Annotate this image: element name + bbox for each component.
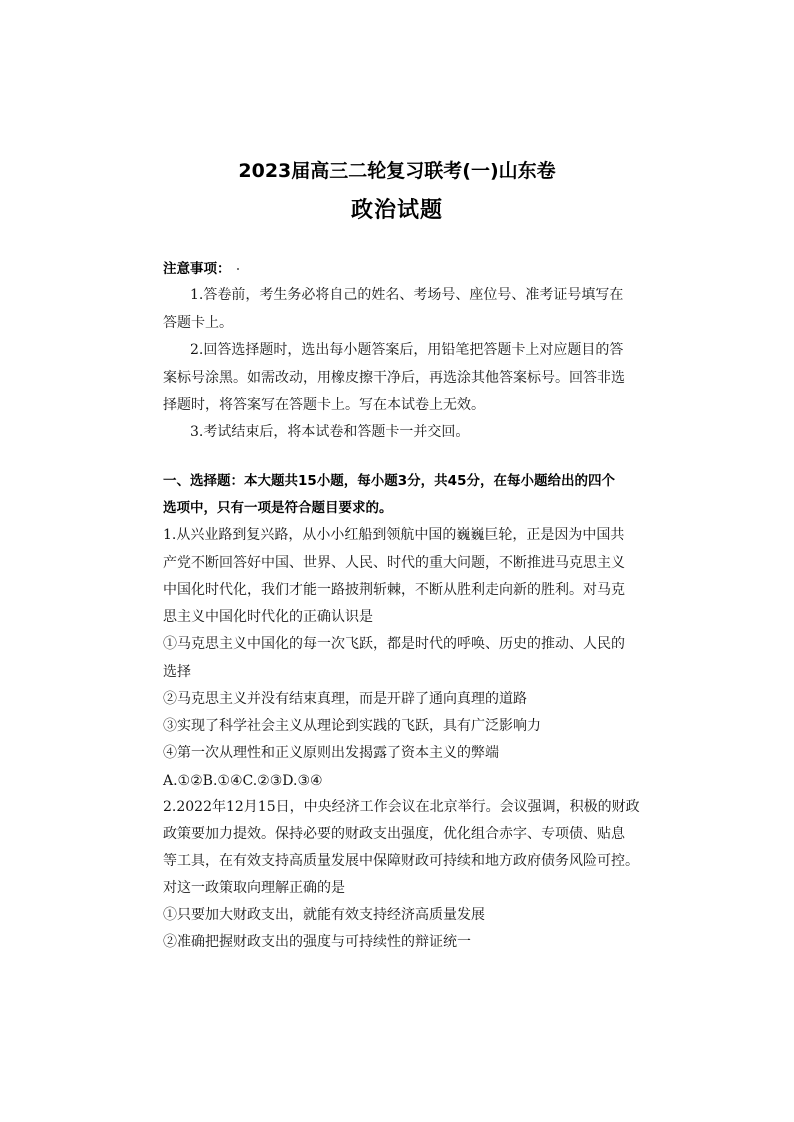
notice-line: 1.答卷前，考生务必将自己的姓名、考场号、座位号、准考证号填写在 xyxy=(190,287,624,303)
question-1-option: ①马克思主义中国化的每一次飞跃，都是时代的呼唤、历史的推动、人民的 xyxy=(163,636,625,652)
notice-line: 2.回答选择题时，选出每小题答案后，用铅笔把答题卡上对应题目的答 xyxy=(190,342,624,358)
question-2-option: ②准确把握财政支出的强度与可持续性的辩证统一 xyxy=(163,934,471,950)
notice-line: 择题时，将答案写在答题卡上。写在本试卷上无效。 xyxy=(163,397,485,413)
exam-title: 2023届高三二轮复习联考(一)山东卷 xyxy=(238,160,556,182)
question-2-stem: 政策要加力提效。保持必要的财政支出强度，优化组合赤字、专项债、贴息 xyxy=(163,826,625,842)
notice-line: 案标号涂黑。如需改动，用橡皮擦干净后，再选涂其他答案标号。回答非选 xyxy=(163,370,625,386)
question-1-stem: 思主义中国化时代化的正确认识是 xyxy=(163,609,373,625)
section-heading-line: 一、选择题：本大题共15小题，每小题3分，共45分，在每小题给出的四个 xyxy=(163,473,615,489)
section-heading-line: 选项中，只有一项是符合题目要求的。 xyxy=(163,500,393,516)
question-1-stem: 中国化时代化，我们才能一路披荆斩棘，不断从胜利走向新的胜利。对马克 xyxy=(163,582,625,598)
question-1-stem: 1.从兴业路到复兴路，从小小红船到领航中国的巍巍巨轮，正是因为中国共 xyxy=(163,527,625,543)
exam-subject-title: 政治试题 xyxy=(350,198,443,223)
notice-heading xyxy=(163,259,239,279)
question-1-option: ②马克思主义并没有结束真理，而是开辟了通向真理的道路 xyxy=(163,691,527,707)
notice-heading-text: 注意事项： xyxy=(163,261,231,277)
question-2-stem: 对这一政策取向理解正确的是 xyxy=(163,880,345,896)
notice-line: 3.考试结束后，将本试卷和答题卡一并交回。 xyxy=(190,424,470,440)
notice-line: 答题卡上。 xyxy=(163,315,233,331)
question-1-choices: A.①②B.①④C.②③D.③④ xyxy=(163,773,323,789)
question-1-option: ④第一次从理性和正义原则出发揭露了资本主义的弊端 xyxy=(163,745,499,761)
question-1-stem: 产党不断回答好中国、世界、人民、时代的重大问题，不断推进马克思主义 xyxy=(163,555,625,571)
question-1-option: 选择 xyxy=(163,664,191,680)
question-2-stem: 2.2022年12月15日，中央经济工作会议在北京举行。会议强调，积极的财政 xyxy=(163,799,640,815)
stray-dot xyxy=(237,268,239,270)
question-1-option: ③实现了科学社会主义从理论到实践的飞跃，具有广泛影响力 xyxy=(163,718,541,734)
question-2-option: ①只要加大财政支出，就能有效支持经济高质量发展 xyxy=(163,907,485,923)
question-2-stem: 等工具，在有效支持高质量发展中保障财政可持续和地方政府债务风险可控。 xyxy=(163,853,639,869)
